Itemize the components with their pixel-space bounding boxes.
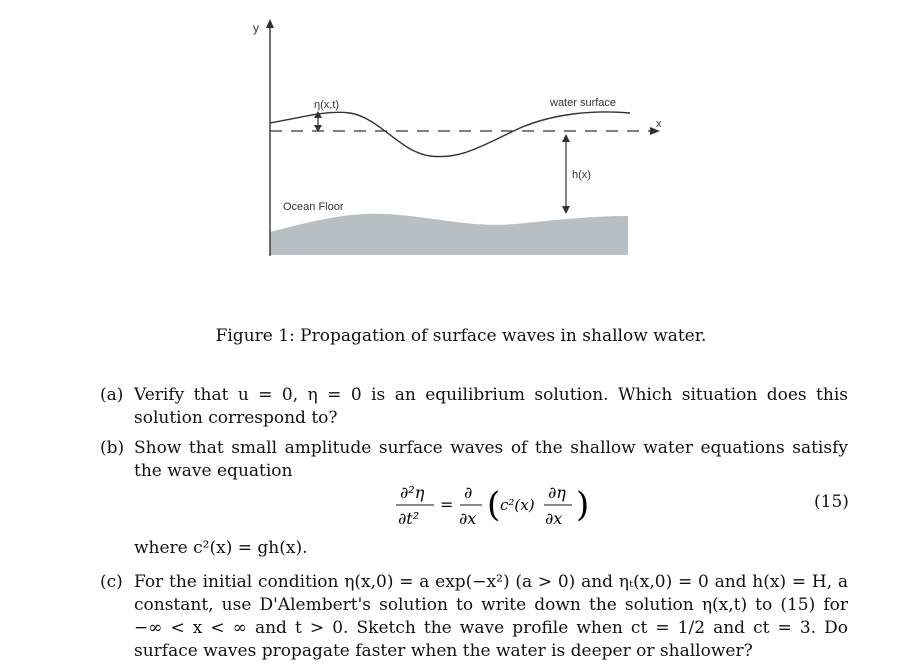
operator-numerator: ∂	[464, 483, 473, 502]
lhs-numerator: ∂²η	[400, 483, 425, 502]
question-a-text: Verify that u = 0, η = 0 is an equilibrium solution. Which situation does this solution correspond to?	[134, 385, 848, 428]
y-axis-label: y	[253, 21, 259, 35]
ocean-floor-label: Ocean Floor	[283, 201, 344, 213]
eta-label: η(x,t)	[314, 99, 340, 111]
y-axis-arrow	[266, 19, 274, 28]
question-a	[100, 384, 848, 432]
left-paren: (	[487, 485, 501, 525]
depth-arrow-down	[562, 206, 570, 214]
water-surface-curve	[270, 112, 630, 157]
equation-number: (15)	[814, 492, 849, 512]
question-b-text: Show that small amplitude surface waves of the shallow water equations satisfy the wave equation	[134, 438, 848, 481]
inner-coefficient: c²(x)	[500, 496, 535, 514]
equals-sign: =	[440, 495, 454, 514]
question-a-label: (a)	[100, 385, 124, 405]
depth-arrow-up	[562, 134, 570, 142]
ocean-floor-shape	[270, 214, 628, 255]
x-axis-label: x	[656, 118, 662, 130]
question-c	[100, 571, 848, 667]
figure-caption: Figure 1: Propagation of surface waves in shallow water.	[215, 326, 707, 346]
operator-denominator: ∂x	[459, 509, 477, 528]
inner-numerator: ∂η	[548, 483, 566, 502]
depth-label: h(x)	[572, 169, 591, 181]
question-c-text: For the initial condition η(x,0) = a exp(−x²) (a > 0) and ηₜ(x,0) = 0 and h(x) = H, a constant, use D'Alembert's solution to write down the solution η(x,t) to (15) for −∞ < x < ∞ and t > 0. Sketch the wave profile when ct = 1/2 and ct = 3. Do surface waves propagate faster when the water is deeper or shallower?	[134, 572, 848, 661]
wave-equation	[392, 476, 632, 532]
where-clause: where c²(x) = gh(x).	[134, 538, 308, 558]
wave-diagram	[0, 0, 922, 300]
right-paren: )	[576, 485, 590, 525]
inner-denominator: ∂x	[545, 509, 563, 528]
water-surface-label: water surface	[550, 97, 617, 109]
wave-figure	[0, 0, 922, 300]
lhs-denominator: ∂t²	[398, 509, 420, 528]
question-c-label: (c)	[100, 572, 123, 592]
question-b-label: (b)	[100, 438, 125, 458]
